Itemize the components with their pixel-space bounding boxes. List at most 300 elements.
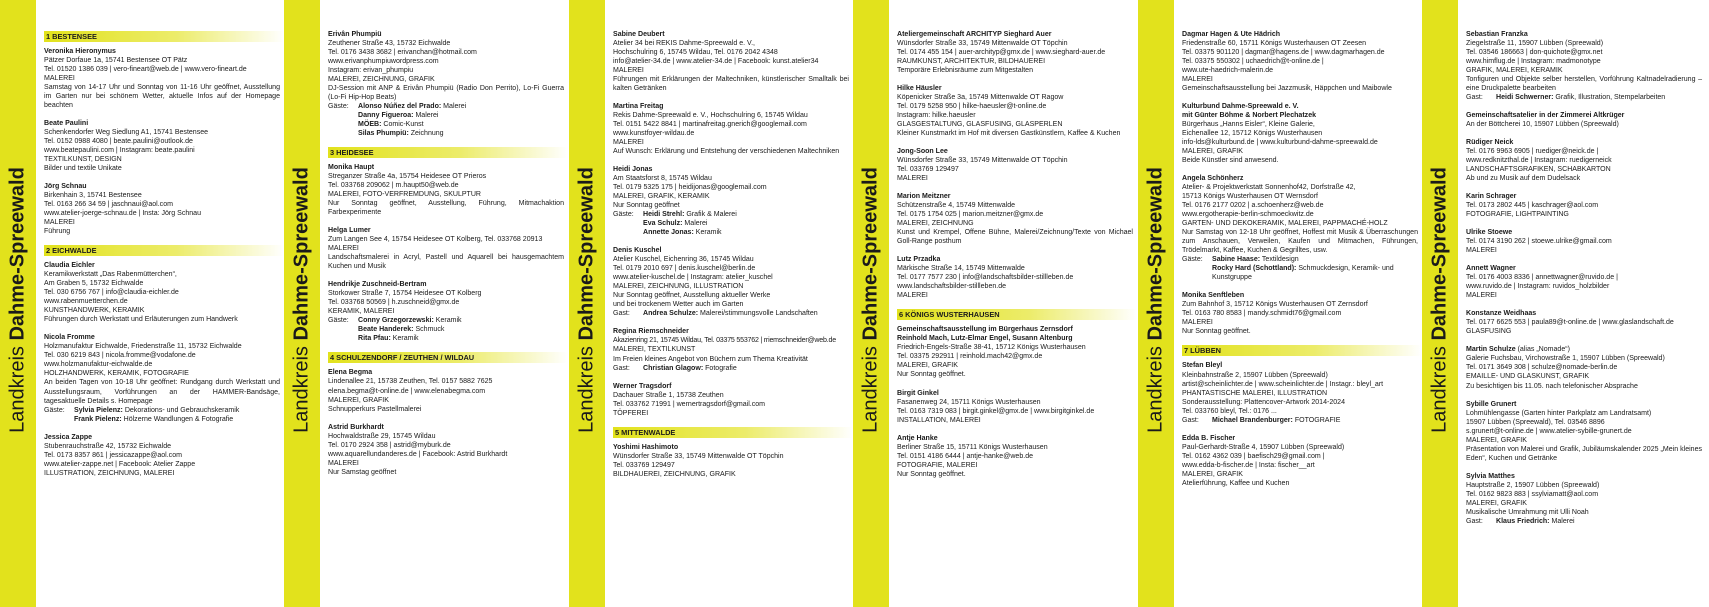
artist-name-line xyxy=(44,182,280,191)
guest-list xyxy=(1466,93,1702,102)
artist-name: Martina Freitag xyxy=(613,103,664,111)
entry-detail-line: Tel. 0151 4186 6444 | antje-hanke@web.de xyxy=(897,452,1034,460)
artist-name-line xyxy=(44,433,280,442)
entry-detail-line: Sonderausstellung: Plattencover-Artwork 2014-2024 xyxy=(1182,398,1345,406)
entry-detail-line: Tel. 0174 455 154 | auer-archityp@gmx.de | www.sieghard-auer.de xyxy=(897,49,1106,57)
artist-name: Edda B. Fischer xyxy=(1182,434,1236,442)
entry-detail-line: Tel. 0152 0988 4080 | beate.paulini@outlook.de xyxy=(44,138,193,146)
guest-list xyxy=(328,102,564,138)
artist-name: Lutz Przadka xyxy=(897,256,941,264)
guest-list xyxy=(613,364,849,373)
artist-name-line xyxy=(1182,174,1418,183)
artist-entry xyxy=(1466,345,1702,390)
entry-detail-line: ILLUSTRATION, ZEICHNUNG, MALEREI xyxy=(44,469,175,477)
entry-detail-line: Nur Sonntag geöffnet, Ausstellung aktueller Werke xyxy=(613,292,771,300)
strip-bold: Dahme-Spreewald xyxy=(6,167,29,341)
entry-detail-line: Birkenhain 3, 15741 Bestensee xyxy=(44,192,142,200)
guest-name: Eva Schulz: xyxy=(643,220,683,228)
entry-detail-line: Kleiner Kunstmarkt im Hof mit diversen Gastkünstlern, Kaffee & Kuchen xyxy=(897,130,1121,138)
artist-name: Jessica Zappe xyxy=(44,433,93,441)
guest-label: Gast: xyxy=(613,364,630,372)
entry-detail-line: Nur Sonntag geöffnet. xyxy=(897,371,966,379)
entry-detail-line: s.grunert@t-online.de | www.atelier-sybille-grunert.de xyxy=(1466,427,1632,435)
entry-detail-line: Köpenicker Straße 3a, 15749 Mittenwalde OT Ragow xyxy=(897,94,1064,102)
artist-name-line xyxy=(1466,111,1702,120)
guest-row xyxy=(358,120,466,129)
entry-detail-line: HOLZHANDWERK, KERAMIK, FOTOGRAFIE xyxy=(44,370,189,378)
guest-values xyxy=(643,309,818,318)
entry-detail-line: GLASFUSING xyxy=(1466,328,1512,336)
entry-detail-line: Fasanenweg 24, 15711 Königs Wusterhausen xyxy=(897,398,1041,406)
entry-detail-line: MALEREI xyxy=(1182,76,1213,84)
entry-detail-line: Tel. 033769 129497 xyxy=(613,461,675,469)
entry-detail-line: EMAILLE- UND GLASKUNST, GRAFIK xyxy=(1466,373,1590,381)
strip-title xyxy=(1429,167,1452,433)
entry-detail-line: Tel. 030 6219 843 | nicola.fromme@vodafone.de xyxy=(44,352,196,360)
entry-detail-line: Schützenstraße 4, 15749 Mittenwalde xyxy=(897,202,1016,210)
entry-detail-line: www.ute-haedrich-malerin.de xyxy=(1182,67,1274,75)
entry-detail-line: Tel. 03546 186663 | don-quichote@gmx.net xyxy=(1466,49,1603,57)
artist-name: Heidi Jonas xyxy=(613,166,653,174)
entry-detail-line: Tel. 0163 780 8583 | mandy.schmidt76@gmail.com xyxy=(1182,310,1342,318)
artist-name: Beate Paulini xyxy=(44,120,89,128)
guest-values xyxy=(1496,517,1575,526)
guest-row xyxy=(643,210,737,219)
artist-name: Hilke Häusler xyxy=(897,85,942,93)
guest-values xyxy=(643,364,737,373)
entry-detail-line: Berliner Straße 15, 15711 Königs Wusterhausen xyxy=(897,443,1048,451)
entry-detail-line: MALEREI, GRAFIK xyxy=(1466,436,1527,444)
artist-name-second: Reinhold Mach, Lutz-Elmar Engel, Susann Altenburg xyxy=(897,335,1073,343)
artist-entry xyxy=(1182,291,1418,336)
artist-entry xyxy=(613,102,849,156)
entry-detail-line: MALEREI xyxy=(328,459,359,467)
strip-title xyxy=(7,167,30,433)
strip-bold: Dahme-Spreewald xyxy=(1144,167,1167,341)
entry-detail-line: MALEREI, GRAFIK, KERAMIK xyxy=(613,193,710,201)
guest-row xyxy=(1212,255,1418,264)
entry-detail-line: MALEREI xyxy=(613,67,644,75)
artist-name: Martin Schulze xyxy=(1466,346,1516,354)
artist-entry xyxy=(1182,102,1418,165)
guest-values xyxy=(358,102,466,138)
artist-entry xyxy=(1466,309,1702,336)
column-3 xyxy=(569,0,853,607)
artist-entry xyxy=(44,433,280,478)
guest-values xyxy=(358,316,462,343)
artist-entry xyxy=(44,119,280,173)
entry-detail-line: Tel. 0177 6625 553 | paula89@t-online.de | www.glaslandschaft.de xyxy=(1466,319,1674,327)
artist-entry xyxy=(897,434,1133,479)
entry-detail-line: Atelier- & Projektwerkstatt Sonnenhof42, Dorfstraße 42, xyxy=(1182,184,1356,192)
entry-detail-line: Am Graben 5, 15732 Eichwalde xyxy=(44,280,144,288)
column-5 xyxy=(1138,0,1422,607)
artist-name-line xyxy=(1466,400,1702,409)
guest-row xyxy=(643,228,737,237)
artist-entry xyxy=(44,182,280,236)
entry-detail-line: MALEREI, FOTO-VERFREMDUNG, SKULPTUR xyxy=(328,191,482,199)
guest-row xyxy=(643,364,737,373)
strip-prefix: Landkreis xyxy=(290,346,313,433)
artist-entry xyxy=(613,165,849,237)
artist-name: Sebastian Franzka xyxy=(1466,31,1528,38)
entry-detail-line: info@atelier-34.de | www.atelier-34.de | Facebook: kunst.atelier34 xyxy=(613,58,819,66)
strip-prefix: Landkreis xyxy=(1428,346,1451,433)
artist-name: Dagmar Hagen & Ute Hädrich xyxy=(1182,31,1281,38)
column-content xyxy=(328,30,564,605)
guest-row xyxy=(1496,93,1665,102)
entry-detail-line: INSTALLATION, MALEREI xyxy=(897,416,981,424)
artist-name: Marion Meitzner xyxy=(897,193,951,201)
artist-name-line xyxy=(613,30,849,39)
entry-description: Führungen mit Erklärungen der Maltechniken, künstlerischer Smalltalk bei kalten Getränken xyxy=(613,76,849,93)
section-heading: 4 SCHULZENDORF / ZEUTHEN / WILDAU xyxy=(328,352,568,363)
entry-detail-line: 15907 Lübben (Spreewald), Tel. 03546 8896 xyxy=(1466,418,1605,426)
guest-label: Gäste: xyxy=(613,211,634,219)
entry-detail-line: Wünsdorfer Straße 33, 15749 Mittenwalde OT Töpchin xyxy=(897,157,1068,165)
column-content xyxy=(44,30,280,605)
entry-detail-line: MALEREI, GRAFIK xyxy=(1466,499,1527,507)
entry-detail-line: Führung xyxy=(44,228,71,236)
artist-name-line xyxy=(1466,138,1702,147)
guest-name: Heidi Schwerner: xyxy=(1496,94,1554,102)
guest-row xyxy=(1496,517,1575,526)
artist-name-line xyxy=(44,119,280,128)
entry-detail-line: Eichenallee 12, 15712 Königs Wusterhausen xyxy=(1182,130,1323,138)
entry-detail-line: www.atelier-joerge-schnau.de | Insta: Jörg Schnau xyxy=(44,210,201,218)
entry-description: Nur Sonntag geöffnet, Ausstellung, Führung, Mitmachaktion Farbexperimente xyxy=(328,200,564,217)
entry-detail-line: MALEREI xyxy=(44,75,75,83)
side-strip xyxy=(1138,0,1174,607)
artist-name: Nicola Fromme xyxy=(44,334,95,342)
artist-entry xyxy=(328,280,564,343)
artist-name-line xyxy=(897,434,1133,443)
artist-entry xyxy=(613,246,849,318)
entry-detail-line: MALEREI, GRAFIK xyxy=(897,362,958,370)
artist-name-line xyxy=(897,30,1133,39)
entry-detail-line: Friedrich-Engels-Straße 38-41, 15712 Königs Wusterhausen xyxy=(897,344,1086,352)
entry-detail-line: Zum Langen See 4, 15754 Heidesee OT Kolberg, Tel. 033768 20913 xyxy=(328,236,543,244)
entry-description: DJ-Session mit ANP & Erivân Phumpiü (Radio Don Perrito), Lo-Fi Guerra (Lo-Fi Hip-Hop Beats) xyxy=(328,85,564,102)
artist-name-line xyxy=(1466,472,1702,481)
entry-detail-line: Tel. 0171 3649 308 | schulze@nomade-berlin.de xyxy=(1466,364,1618,372)
column-content xyxy=(1466,30,1702,605)
strip-title xyxy=(860,167,883,433)
artist-name-line xyxy=(1466,345,1702,354)
entry-detail-line: Tel. 03375 550302 | uchaedrich@t-online.de | xyxy=(1182,58,1324,66)
artist-name: Monika Senftleben xyxy=(1182,292,1245,300)
entry-detail-line: Instagram: erivan_phumpiu xyxy=(328,67,414,75)
artist-entry xyxy=(613,30,849,93)
entry-detail-line: Keramikwerkstatt „Das Rabenmütterchen“, xyxy=(44,271,177,279)
artist-name-line xyxy=(1466,309,1702,318)
entry-detail-line: Dachauer Straße 1, 15738 Zeuthen xyxy=(613,391,724,399)
guest-discipline: Malerei xyxy=(413,112,439,120)
entry-detail-line: Wünsdorfer Straße 33, 15749 Mittenwalde OT Töpchin xyxy=(897,40,1068,48)
artist-entry xyxy=(1466,472,1702,526)
artist-name: Elena Begma xyxy=(328,369,373,377)
artist-name: Denis Kuschel xyxy=(613,247,662,255)
artist-name-line xyxy=(1466,228,1702,237)
artist-name-line xyxy=(1182,434,1418,443)
entry-detail-line: Galerie Fuchsbau, Virchowstraße 1, 15907 Lübben (Spreewald) xyxy=(1466,355,1665,363)
artist-name-line xyxy=(613,165,849,174)
artist-entry xyxy=(328,368,564,413)
artist-name-line xyxy=(1466,192,1702,201)
strip-prefix: Landkreis xyxy=(6,346,29,433)
entry-detail-line: Tel. 033762 71991 | wernertragsdorf@gmail.com xyxy=(613,400,766,408)
entry-detail-line: Führungen durch Werkstatt und Erläuterungen zum Handwerk xyxy=(44,316,238,324)
guest-list xyxy=(1182,416,1418,425)
artist-entry xyxy=(897,192,1133,246)
entry-detail-line: MALEREI xyxy=(897,175,928,183)
entry-description: Präsentation von Malerei und Grafik, Jubiläumskalender 2025 „Mein kleines Eden“, Kuchen und Getränke xyxy=(1466,445,1702,462)
guest-name: Christian Glagow: xyxy=(643,364,704,372)
artist-entry xyxy=(897,255,1133,300)
column-content xyxy=(897,30,1133,605)
entry-description: Kunst und Krempel, Offene Bühne, Malerei/Zeichnung/Texte von Michael Goll-Range posthum xyxy=(897,229,1133,246)
entry-detail-line: Nur Sonntag geöffnet xyxy=(613,202,680,210)
artist-name-line xyxy=(897,325,1133,334)
entry-detail-line: artist@scheinlichter.de | www.scheinlichter.de | Instagr.: bleyl_art xyxy=(1182,380,1384,388)
entry-detail-line: www.atelier-zappe.net | Facebook: Atelier Zappe xyxy=(44,460,196,468)
artist-name: Antje Hanke xyxy=(897,434,938,442)
guest-row xyxy=(74,406,239,415)
guest-discipline: FOTOGRAFIE xyxy=(1292,416,1341,424)
guest-label: Gast: xyxy=(1182,416,1199,424)
artist-entry xyxy=(1466,264,1702,300)
artist-entry xyxy=(1466,400,1702,463)
entry-detail-line: Akazienring 21, 15745 Wildau, Tel. 03375 553762 | rriemschneider@web.de xyxy=(613,337,836,345)
entry-description: Tonfiguren und Objekte selber herstellen, Vorführung Kaltnadelradierung – eine Druckpalette bearbeiten xyxy=(1466,76,1702,93)
entry-detail-line: Tel. 03375 901120 | dagmar@hagens.de | www.dagmarhagen.de xyxy=(1182,49,1385,57)
entry-detail-line: MALEREI xyxy=(328,245,359,253)
artist-entry xyxy=(1466,228,1702,255)
artist-name-second: mit Günter Böhme & Norbert Plechatzek xyxy=(1182,112,1317,120)
section-heading: 7 LÜBBEN xyxy=(1182,345,1422,356)
artist-name-line xyxy=(44,47,280,56)
entry-detail-line: MALEREI, ZEICHNUNG xyxy=(897,220,974,228)
entry-detail-line: MALEREI xyxy=(1182,319,1213,327)
guest-name: MÖEB: xyxy=(358,121,382,129)
artist-name-line xyxy=(328,30,564,39)
artist-entry xyxy=(1466,192,1702,219)
entry-detail-line: www.edda-b-fischer.de | Insta: fischer__art xyxy=(1182,461,1315,469)
artist-name-line xyxy=(613,443,849,452)
guest-name: Alonso Núñez del Prado: xyxy=(358,103,442,111)
strip-bold: Dahme-Spreewald xyxy=(575,167,598,341)
guest-name: Rocky Hard (Schottland): xyxy=(1212,265,1297,273)
artist-name: Jörg Schnau xyxy=(44,183,87,191)
artist-name-line xyxy=(613,102,849,111)
entry-detail-line: MALEREI, ZEICHNUNG, ILLUSTRATION xyxy=(613,283,744,291)
artist-name-line xyxy=(897,147,1133,156)
entry-description: Samstag von 14-17 Uhr und Sonntag von 11-16 Uhr geöffnet, Ausstellung im Garten nur bei schönem Wetter, aktuelle Infos auf der Homepage beachten xyxy=(44,84,280,110)
artist-entry xyxy=(1466,138,1702,183)
entry-detail-line: Wünsdorfer Straße 33, 15749 Mittenwalde OT Töpchin xyxy=(613,452,784,460)
column-content xyxy=(1182,30,1418,605)
strip-title xyxy=(291,167,314,433)
entry-detail-line: Stubenrauchstraße 42, 15732 Eichwalde xyxy=(44,442,172,450)
entry-detail-line: Auf Wunsch: Erklärung und Entstehung der verschiedenen Maltechniken xyxy=(613,148,840,156)
artist-name: Kulturbund Dahme-Spreewald e. V. xyxy=(1182,103,1299,111)
guest-name: Andrea Schulze: xyxy=(643,310,699,318)
entry-detail-line: FOTOGRAFIE, LIGHTPAINTING xyxy=(1466,211,1569,219)
entry-detail-line: PHANTASTISCHE MALEREI, ILLUSTRATION xyxy=(1182,389,1328,397)
artist-name: Birgit Ginkel xyxy=(897,389,939,397)
entry-detail-line: Lindenallee 21, 15738 Zeuthen, Tel. 0157 5882 7625 xyxy=(328,378,493,386)
entry-description: Nur Samstag von 12-18 Uhr geöffnet, Hoffest mit Musik & Überraschungen zum Anschauen, Verweilen, Kaufen und Mitmachen, Führungen, Trödelmarkt, Kaffee, Kuchen & Gegrilltes, usw. xyxy=(1182,229,1418,255)
artist-name-line xyxy=(1466,264,1702,273)
entry-detail-line: MALEREI, TEXTILKUNST xyxy=(613,346,696,354)
entry-detail-line: Zeuthener Straße 43, 15732 Eichwalde xyxy=(328,40,451,48)
entry-detail-line: Tel. 0176 2177 0202 | a.schoenherz@web.de xyxy=(1182,202,1324,210)
column-6 xyxy=(1422,0,1706,607)
entry-detail-line: Paul-Gerhardt-Straße 4, 15907 Lübben (Spreewald) xyxy=(1182,443,1345,451)
guest-row xyxy=(1212,416,1340,425)
artist-entry xyxy=(1182,30,1418,93)
entry-detail-line: LANDSCHAFTSGRAFIKEN, SCHABKARTON xyxy=(1466,166,1611,174)
entry-detail-line: Tel. 0170 2924 358 | astrid@myburk.de xyxy=(328,441,451,449)
artist-name: Claudia Eichler xyxy=(44,262,95,270)
entry-detail-line: Storkower Straße 7, 15754 Heidesee OT Kolberg xyxy=(328,290,482,298)
entry-detail-line: BILDHAUEREI, ZEICHNUNG, GRAFIK xyxy=(613,470,736,478)
entry-detail-line: www.holzmanufaktur-eichwalde.de xyxy=(44,361,153,369)
strip-prefix: Landkreis xyxy=(1144,346,1167,433)
artist-entry xyxy=(44,261,280,324)
entry-detail-line: Pätzer Dorfaue 1a, 15741 Bestensee OT Pätz xyxy=(44,57,188,65)
guest-row xyxy=(358,111,466,120)
guest-values xyxy=(1212,255,1418,282)
guest-discipline: Fotografie xyxy=(703,364,737,372)
entry-detail-line: Hochwaldstraße 29, 15745 Wildau xyxy=(328,432,436,440)
entry-detail-line: GRAFIK, MALEREI, KERAMIK xyxy=(1466,67,1563,75)
entry-detail-line: MALEREI, GRAFIK xyxy=(328,396,389,404)
entry-detail-line: Tel. 01520 1386 039 | vero-fineart@web.de | www.vero-fineart.de xyxy=(44,66,247,74)
entry-detail-line: Tel. 033760 bleyl, Tel.: 0176 ... xyxy=(1182,407,1277,415)
artist-name-line xyxy=(897,389,1133,398)
guest-discipline: Grafik & Malerei xyxy=(684,211,737,219)
guest-discipline: Malerei xyxy=(682,220,708,228)
guest-row xyxy=(358,325,462,334)
guest-label: Gast: xyxy=(613,310,630,318)
artist-entry xyxy=(44,333,280,423)
guest-name: Michael Brandenburger: xyxy=(1212,416,1293,424)
guest-label: Gäste: xyxy=(328,317,349,325)
guest-label: Gast: xyxy=(1466,94,1483,102)
guest-name: Rita Pfau: xyxy=(358,335,391,343)
entry-detail-line: Tel. 0176 9963 6905 | ruediger@neick.de | xyxy=(1466,148,1599,156)
artist-entry xyxy=(328,226,564,271)
artist-entry xyxy=(897,325,1133,379)
entry-detail-line: elena.begma@t-online.de | www.elenabegma.com xyxy=(328,387,486,395)
guest-label: Gäste: xyxy=(1182,256,1203,264)
column-4 xyxy=(853,0,1137,607)
guest-name: Annette Jonas: xyxy=(643,229,694,237)
artist-name-line xyxy=(1182,102,1418,111)
side-strip xyxy=(0,0,36,607)
entry-detail-line: Beide Künstler sind anwesend. xyxy=(1182,157,1279,165)
entry-detail-line: www.beatepaulini.com | Instagram: beate.paulini xyxy=(44,147,195,155)
artist-name: Regina Riemschneider xyxy=(613,328,689,336)
artist-name-line xyxy=(44,333,280,342)
entry-detail-line: Ziegelstraße 11, 15907 Lübben (Spreewald) xyxy=(1466,40,1604,48)
artist-name-line xyxy=(1182,291,1418,300)
entry-detail-line: Tel. 0179 5258 950 | hilke-haeusler@t-online.de xyxy=(897,103,1047,111)
entry-detail-line: Im Freien kleines Angebot von Büchern zum Thema Kreativität xyxy=(613,355,808,363)
entry-detail-line: Tel. 033769 129497 xyxy=(897,166,959,174)
section-heading: 1 BESTENSEE xyxy=(44,31,284,42)
strip-title xyxy=(576,167,599,433)
artist-name: Konstanze Weidhaas xyxy=(1466,310,1537,318)
entry-detail-line: MALEREI xyxy=(897,292,928,300)
artist-entry xyxy=(897,30,1133,75)
section-heading: 6 KÖNIGS WUSTERHAUSEN xyxy=(897,309,1137,320)
guest-name: Sabine Haase: xyxy=(1212,256,1261,264)
artist-name-suffix: (alias „Nomade“) xyxy=(1515,346,1570,354)
artist-entry xyxy=(328,423,564,477)
artist-name: Gemeinschaftsausstellung im Bürgerhaus Zernsdorf xyxy=(897,326,1073,334)
entry-detail-line: Tel. 0176 3438 3682 | erivanchan@hotmail.com xyxy=(328,49,477,57)
entry-detail-line: Am Staatsforst 8, 15745 Wildau xyxy=(613,175,712,183)
artist-entry xyxy=(897,147,1133,183)
artist-entry xyxy=(328,30,564,138)
guest-discipline: Comic-Kunst xyxy=(381,121,424,129)
entry-detail-line: GARTEN- UND DEKOKERAMIK, MALEREI, PAPPMACHÉ-HOLZ xyxy=(1182,220,1388,228)
entry-detail-line: Nur Sonntag geöffnet. xyxy=(1182,328,1251,336)
entry-detail-line: TEXTILKUNST, DESIGN xyxy=(44,156,122,164)
entry-detail-line: Bürgerhaus „Hanns Eisler“, Kleine Galerie, xyxy=(1182,121,1315,129)
entry-detail-line: Tel. 03375 292911 | reinhold.mach42@gmx.de xyxy=(897,353,1043,361)
guest-discipline: Textildesign xyxy=(1260,256,1299,264)
artist-entry xyxy=(613,327,849,372)
entry-detail-line: MALEREI xyxy=(44,219,75,227)
entry-detail-line: www.kunstfoyer-wildau.de xyxy=(613,130,695,138)
guest-row xyxy=(358,334,462,343)
entry-detail-line: FOTOGRAFIE, MALEREI xyxy=(897,461,978,469)
side-strip xyxy=(569,0,605,607)
guest-discipline: Keramik xyxy=(693,229,722,237)
entry-detail-line: Tel. 030 6756 767 | info@claudia-eichler.de xyxy=(44,289,179,297)
guest-discipline: Keramik xyxy=(433,317,462,325)
artist-name: Sybille Grunert xyxy=(1466,400,1517,408)
guest-name: Beate Handerek: xyxy=(358,326,414,334)
guest-values xyxy=(1212,416,1340,425)
entry-detail-line: www.himflug.de | Instagram: madmonotype xyxy=(1466,58,1601,66)
artist-name-line xyxy=(328,280,564,289)
entry-detail-line: Hochschulring 6, 15745 Wildau, Tel. 0176 2042 4348 xyxy=(613,49,778,57)
guest-label: Gäste: xyxy=(44,406,65,414)
artist-name: Karin Schrager xyxy=(1466,193,1517,201)
guest-name: Danny Figueroa: xyxy=(358,112,414,120)
artist-name: Veronika Hieronymus xyxy=(44,48,116,55)
entry-detail-line: Streganzer Straße 4a, 15754 Heidesee OT Prieros xyxy=(328,173,487,181)
artist-name-line xyxy=(897,255,1133,264)
guest-values xyxy=(643,210,737,237)
artist-name: Ulrike Stoewe xyxy=(1466,229,1513,237)
side-strip xyxy=(1422,0,1458,607)
entry-detail-line: www.redknitzthal.de | Instagram: ruedigerneick xyxy=(1466,157,1612,165)
entry-detail-line: Musikalische Umrahmung mit Ulli Noah xyxy=(1466,508,1589,516)
artist-name-line xyxy=(1466,30,1702,39)
entry-detail-line: Zum Bahnhof 3, 15712 Königs Wusterhausen OT Zernsdorf xyxy=(1182,301,1368,309)
guest-values xyxy=(1496,93,1665,102)
artist-name-line xyxy=(1182,30,1418,39)
guest-list xyxy=(1466,517,1702,526)
entry-detail-line: www.rabenmuetterchen.de xyxy=(44,298,128,306)
artist-entry xyxy=(1182,434,1418,488)
artist-name: Ateliergemeinschaft ARCHITYP Sieghard Auer xyxy=(897,31,1052,38)
